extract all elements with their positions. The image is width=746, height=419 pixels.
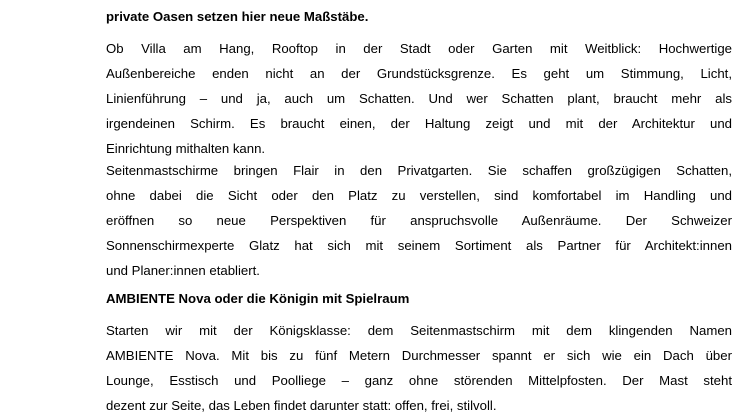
heading-top: private Oasen setzen hier neue Maßstäbe. xyxy=(106,9,369,24)
paragraph-2-line: Seitenmastschirme bringen Flair in den Privatgarten. Sie schaffen großzügigen Schatten, xyxy=(106,163,732,178)
paragraph-1 xyxy=(106,36,732,161)
paragraph-1-line: Außenbereiche enden nicht an der Grundstücksgrenze. Es geht um Stimmung, Licht, xyxy=(106,66,732,81)
paragraph-3-line: Starten wir mit der Königsklasse: dem Seitenmastschirm mit dem klingenden Namen xyxy=(106,323,732,338)
paragraph-3-line: dezent zur Seite, das Leben findet darunter statt: offen, frei, stilvoll. xyxy=(106,398,497,413)
paragraph-3 xyxy=(106,318,732,418)
paragraph-2-line: und Planer:innen etabliert. xyxy=(106,263,260,278)
paragraph-3-line: Lounge, Esstisch und Poolliege – ganz ohne störenden Mittelpfosten. Der Mast steht xyxy=(106,373,732,388)
paragraph-2-line: ohne dabei die Sicht oder den Platz zu verstellen, sind komfortabel im Handling und xyxy=(106,188,732,203)
paragraph-1-line: Ob Villa am Hang, Rooftop in der Stadt oder Garten mit Weitblick: Hochwertige xyxy=(106,41,732,56)
paragraph-2-line: eröffnen so neue Perspektiven für anspruchsvolle Außenräume. Der Schweizer xyxy=(106,213,732,228)
paragraph-2 xyxy=(106,158,732,283)
paragraph-3-line: AMBIENTE Nova. Mit bis zu fünf Metern Durchmesser spannt er sich wie ein Dach über xyxy=(106,348,732,363)
section-heading: AMBIENTE Nova oder die Königin mit Spielraum xyxy=(106,291,410,306)
paragraph-1-line: irgendeinen Schirm. Es braucht einen, der Haltung zeigt und mit der Architektur und xyxy=(106,116,732,131)
paragraph-1-line: Linienführung – und ja, auch um Schatten. Und wer Schatten plant, braucht mehr als xyxy=(106,91,732,106)
paragraph-2-line: Sonnenschirmexperte Glatz hat sich mit seinem Sortiment als Partner für Architekt:innen xyxy=(106,238,732,253)
paragraph-1-line: Einrichtung mithalten kann. xyxy=(106,141,266,156)
